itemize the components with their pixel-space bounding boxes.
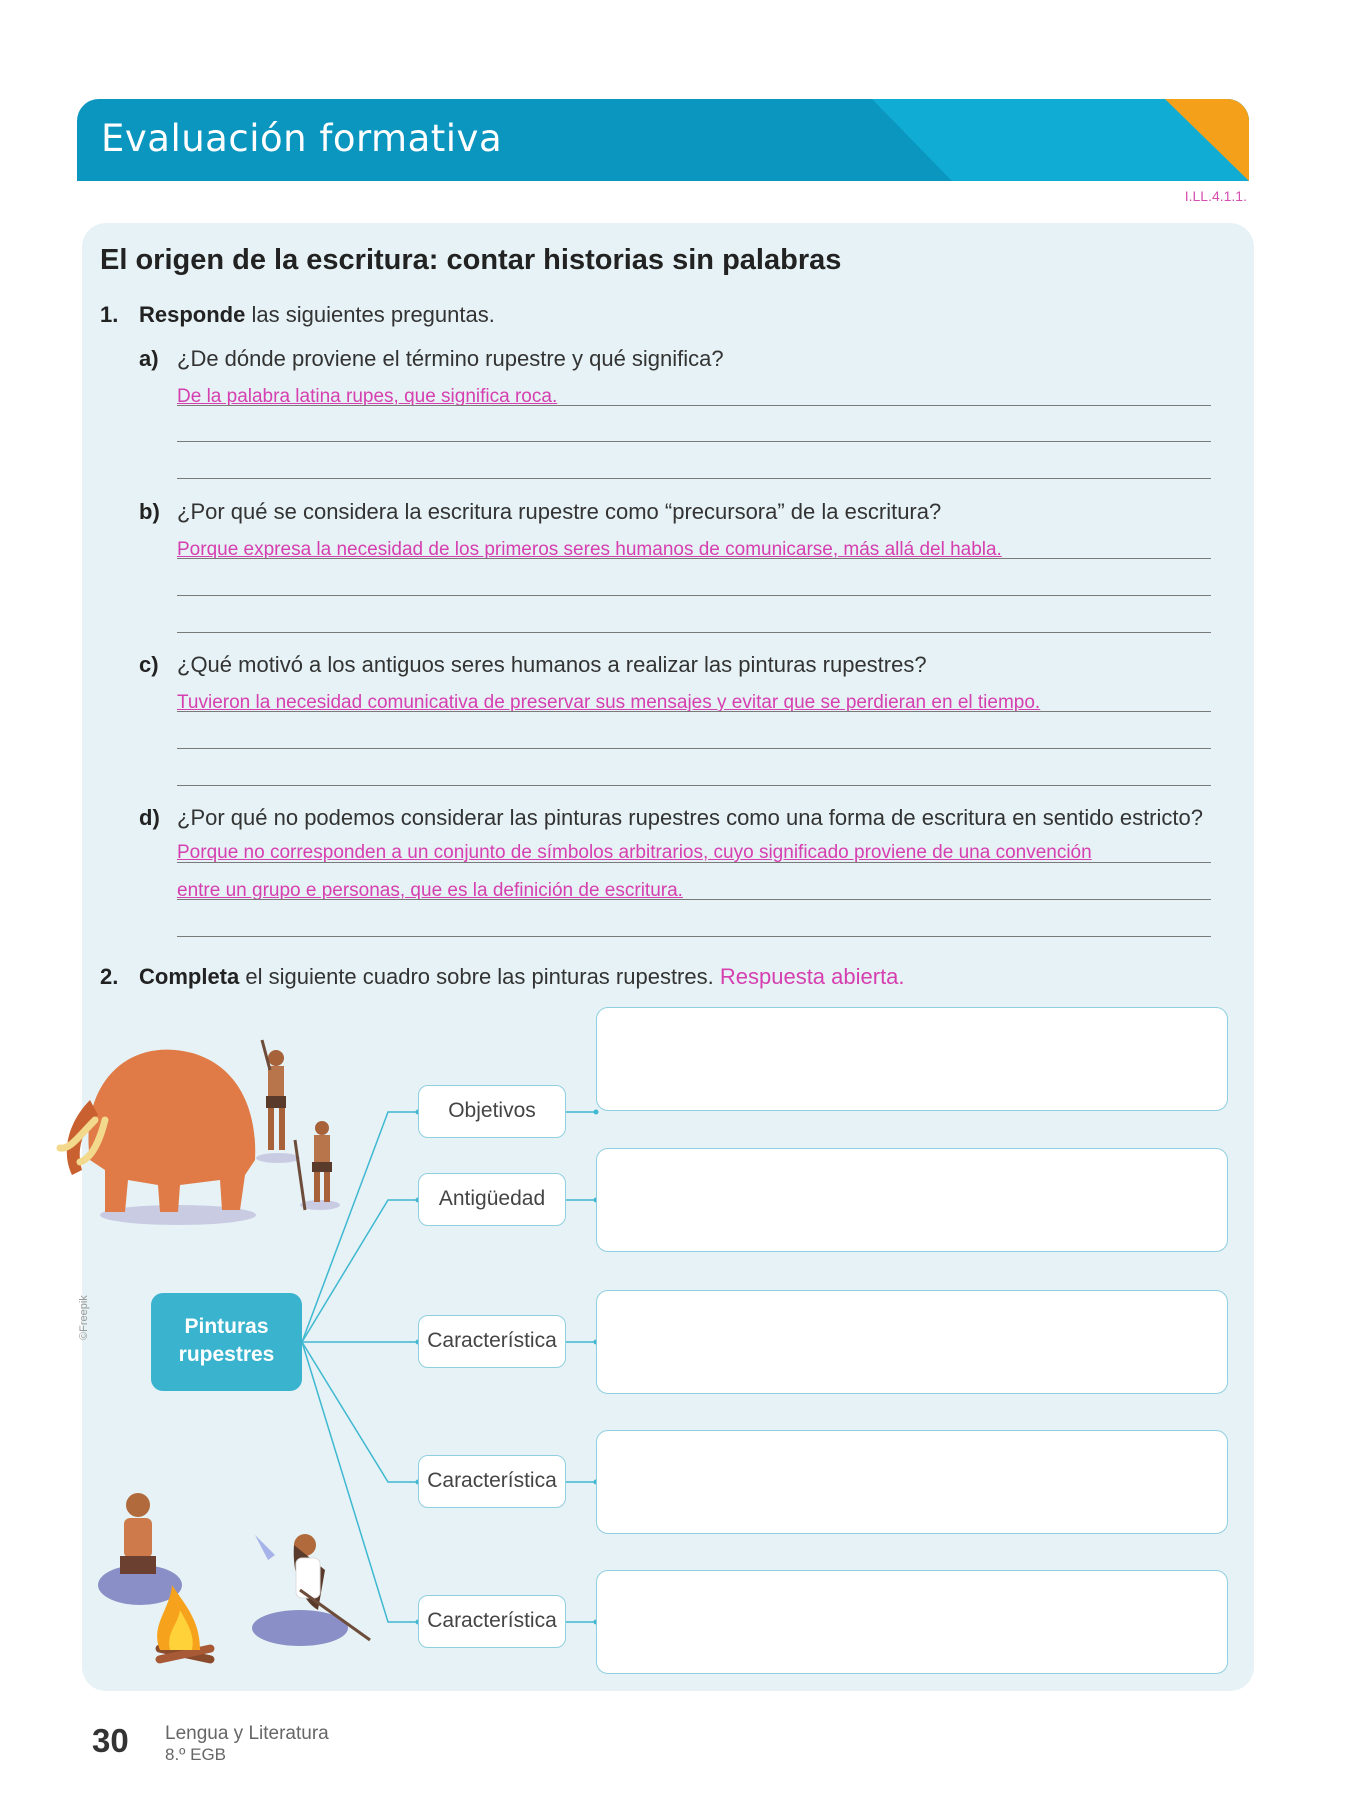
question-1-rest: las siguientes preguntas.	[245, 302, 495, 327]
open-answer-note: Respuesta abierta.	[719, 964, 905, 989]
subject-label: Lengua y Literatura	[165, 1723, 329, 1744]
node-objetivos: Objetivos	[418, 1085, 566, 1138]
header-banner	[77, 99, 1249, 181]
page-number: 30	[92, 1722, 129, 1759]
answer-line[interactable]	[177, 711, 1211, 712]
item-a-letter: a)	[139, 346, 159, 371]
item-c-question: ¿Qué motivó a los antiguos seres humanos a realizar las pinturas rupestres?	[177, 652, 927, 677]
answer-line[interactable]	[177, 748, 1211, 749]
answer-line[interactable]	[177, 405, 1211, 406]
section-title: El origen de la escritura: contar historias sin palabras	[100, 244, 842, 276]
answer-box-caracteristica-3[interactable]	[596, 1570, 1228, 1674]
answer-line[interactable]	[177, 862, 1211, 863]
answer-line[interactable]	[177, 785, 1211, 786]
question-1-verb: Responde	[139, 302, 246, 327]
item-b-question: ¿Por qué se considera la escritura rupestre como “precursora” de la escritura?	[177, 499, 942, 524]
answer-line[interactable]	[177, 441, 1211, 442]
node-antiguedad: Antigüedad	[418, 1173, 566, 1226]
question-2-number: 2.	[100, 964, 119, 989]
item-d-answer-line-2: entre un grupo e personas, que es la definición de escritura.	[177, 880, 683, 901]
question-2-rest: el siguiente cuadro sobre las pinturas rupestres.	[239, 964, 720, 989]
dua-title: DUA	[981, 12, 1039, 42]
item-d-letter: d)	[139, 805, 160, 830]
answer-box-caracteristica-1[interactable]	[596, 1290, 1228, 1394]
answer-line[interactable]	[177, 478, 1211, 479]
item-a-question: ¿De dónde proviene el término rupestre y qué significa?	[177, 346, 724, 371]
dua-subtitle: Acción y expresión	[909, 44, 1111, 69]
answer-line[interactable]	[177, 899, 1211, 900]
answer-line[interactable]	[177, 595, 1211, 596]
item-b-answer: Porque expresa la necesidad de los primeros seres humanos de comunicarse, más allá del habla.	[177, 539, 1002, 560]
center-node-pinturas-rupestres	[151, 1293, 302, 1391]
question-1-number: 1.	[100, 302, 119, 327]
question-1-instruction	[139, 302, 495, 328]
page-title: Evaluación formativa	[101, 117, 503, 160]
node-caracteristica-2: Característica	[418, 1455, 566, 1508]
question-2-instruction	[139, 964, 905, 990]
question-2-verb: Completa	[139, 964, 240, 989]
answer-line[interactable]	[177, 558, 1211, 559]
answer-box-antiguedad[interactable]	[596, 1148, 1228, 1252]
node-caracteristica-1: Característica	[418, 1315, 566, 1368]
item-b-letter: b)	[139, 499, 160, 524]
node-caracteristica-3: Característica	[418, 1595, 566, 1648]
image-credit: ©Freepik	[78, 1295, 90, 1340]
item-d-answer-line-1: Porque no corresponden a un conjunto de símbolos arbitrarios, cuyo significado proviene de una convención	[177, 842, 1092, 863]
grade-label: 8.º EGB	[165, 1745, 227, 1764]
center-node-line-1: Pinturas	[184, 1315, 269, 1338]
item-a-answer: De la palabra latina rupes, que significa roca.	[177, 386, 558, 407]
item-c-answer: Tuvieron la necesidad comunicativa de preservar sus mensajes y evitar que se perdieran en el tiempo.	[177, 692, 1041, 713]
answer-line[interactable]	[177, 936, 1211, 937]
answer-box-objetivos[interactable]	[596, 1007, 1228, 1111]
item-c-letter: c)	[139, 652, 159, 677]
center-node-line-2: rupestres	[178, 1343, 275, 1366]
item-d-question: ¿Por qué no podemos considerar las pinturas rupestres como una forma de escritura en sentido estricto?	[177, 805, 1203, 830]
answer-box-caracteristica-2[interactable]	[596, 1430, 1228, 1534]
answer-line[interactable]	[177, 632, 1211, 633]
skill-code: I.LL.4.1.1.	[1184, 188, 1247, 204]
